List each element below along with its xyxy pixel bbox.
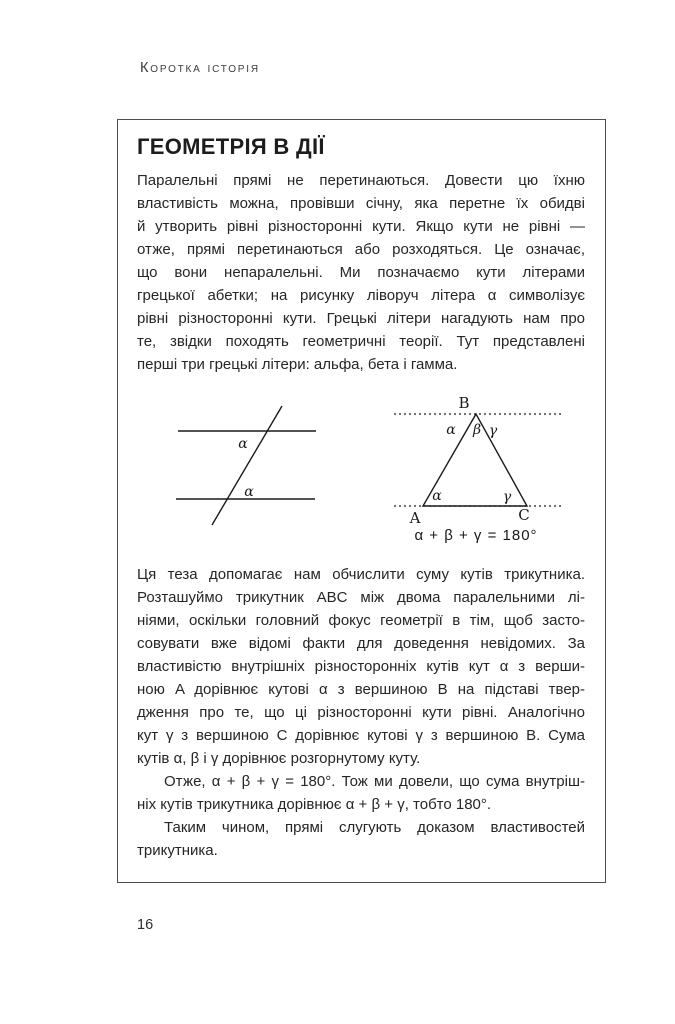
text-line: що вони непаралельні. Ми позначаємо кути літерами [137,264,585,281]
text-line: кут γ з вершиною C дорівнює кутові γ з вершиною B. Сума [137,727,585,744]
text-line: Таким чином, прямі слугують доказом властивостей [164,819,585,836]
running-header: Коротка історія [140,60,260,76]
article-title: ГЕОМЕТРІЯ В ДІЇ [137,134,325,159]
text-line: Ця теза допомагає нам обчислити суму кутів трикутника. [137,566,585,583]
apex-alpha-label: α [446,422,456,438]
paragraph-3 [137,770,585,816]
text-line: отже, прямі перетинаються або розходяться. Це означає, [137,241,585,258]
page-number: 16 [137,917,154,933]
text-line: совувати вже відомі факти для доведення невідомих. За [137,635,585,652]
angle-sum-formula: α + β + γ = 180° [414,527,538,544]
text-line: рівні різносторонні кути. Грецькі літери нагадують нам про [137,310,585,327]
text-line: ніх кутів трикутника дорівнює α + β + γ, тобто 180°. [137,796,492,813]
angle-alpha-bottom-label: α [244,484,254,500]
text-line: властивістю внутрішніх різносторонніх кутів кут α з верши- [137,658,585,675]
vertex-c-label: C [518,506,530,524]
text-line: кутів α, β і γ дорівнює розгорнутому куту. [137,750,421,767]
text-line: те, звідки походять геометричні теорії. Тут представлені [137,333,585,350]
text-line: ною A дорівнює кутові α з вершиною B на підставі твер- [137,681,585,698]
diagram-row [137,393,585,554]
triangle-diagram [390,393,566,554]
paragraph-2 [137,563,585,770]
angle-alpha-top-label: α [238,436,248,452]
text-line: Паралельні прямі не перетинаються. Довести цю їхню [137,172,585,189]
text-line: Розташуймо трикутник ABC між двома паралельними лі- [137,589,585,606]
text-line: грецької абетки; на рисунку ліворуч літера α символізує [137,287,585,304]
transversal-line [212,406,282,525]
paragraph-4 [137,816,585,862]
parallel-lines-diagram [175,400,321,526]
text-line: дження про те, що ці різносторонні кути рівні. Аналогічно [137,704,585,721]
base-alpha-label: α [432,488,442,504]
vertex-a-label: A [409,509,421,527]
vertex-b-label: B [458,394,470,412]
apex-gamma-label: γ [488,423,498,439]
text-line: Отже, α + β + γ = 180°. Тож ми довели, що сума внутріш- [164,773,585,790]
text-line: ніями, оскільки головний фокус геометрії в тім, щоб засто- [137,612,585,629]
text-line: перші три грецькі літери: альфа, бета і гамма. [137,356,458,373]
text-line: властивість можна, провівши січну, яка перетне їх обидві [137,195,585,212]
base-gamma-label: γ [502,489,512,505]
article-box [117,119,606,883]
text-line: трикутника. [137,842,218,859]
apex-beta-label: β [472,422,482,438]
text-line: й утворить рівні різносторонні кути. Якщо кути не рівні — [137,218,585,235]
paragraph-1 [137,169,585,376]
